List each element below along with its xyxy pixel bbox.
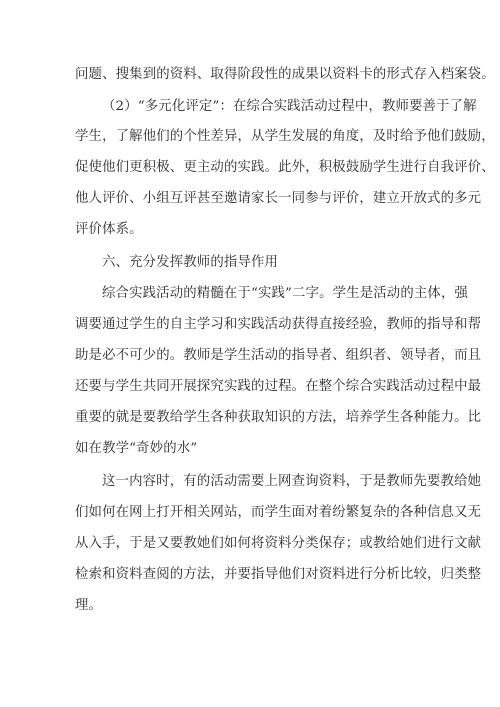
text-line: 如在教学“奇妙的水” [75,441,198,456]
text-line: 检索和资料查阅的方法，并要指导他们对资料进行分析比较，归类整 [75,567,482,582]
text-line: （2）“多元化评定”：在综合实践活动过程中，教师要善于了解 [102,99,477,114]
text-line: 这一内容时，有的活动需要上网查询资料，于是教师先要教给她 [102,474,482,489]
text-line: 从入手，于是又要教她们如何将资料分类保存；或教给她们进行文献 [75,536,482,551]
text-line: 还要与学生共同开展探究实践的过程。在整个综合实践活动过程中最 [75,379,482,394]
text-line: 评价体系。 [75,222,143,237]
text-line: 综合实践活动的精髓在于“实践”二字。学生是活动的主体，强 [102,286,469,301]
text-line: 他人评价、小组互评甚至邀请家长一同参与评价，建立开放式的多元 [75,191,482,206]
text-line: 们如何在网上打开相关网站，而学生面对着纷繁复杂的各种信息又无 [75,505,482,520]
section-heading: 六、充分发挥教师的指导作用 [102,255,279,270]
text-line: 助是必不可少的。教师是学生活动的指导者、组织者、领导者，而且 [75,348,482,363]
text-line: 重要的就是要教给学生各种获取知识的方法，培养学生各种能力。比 [75,410,482,425]
text-line: 调要通过学生的自主学习和实践活动获得直接经验，教师的指导和帮 [75,317,482,332]
text-line: 理。 [75,598,103,613]
text-line: 学生，了解他们的个性差异，从学生发展的角度，及时给予他们鼓励， [75,129,495,144]
text-line: 问题、搜集到的资料、取得阶段性的成果以资料卡的形式存入档案袋。 [75,67,495,82]
text-line: 促使他们更积极、更主动的实践。此外，积极鼓励学生进行自我评价、 [75,160,495,175]
